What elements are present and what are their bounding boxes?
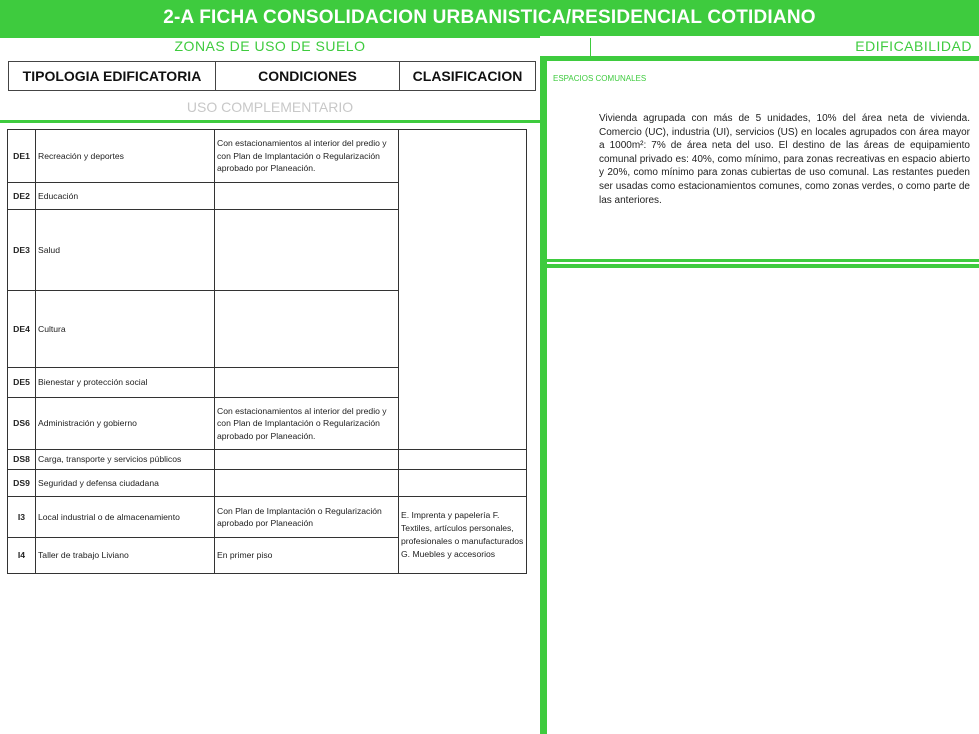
- uso-complementario-table: [7, 129, 527, 574]
- row-name: Educación: [36, 183, 215, 210]
- row-condition: Con estacionamientos al interior del predio y con Plan de Implantación o Regularización aprobado por Planeación.: [215, 398, 399, 450]
- row-code: I3: [8, 497, 36, 538]
- row-classification-industrial: E. Imprenta y papelería F. Textiles, artículos personales, profesionales o manufacturados G. Muebles y accesorios: [399, 497, 527, 574]
- section-title-edificabilidad: EDIFICABILIDAD: [855, 38, 972, 54]
- row-classification-empty: [399, 450, 527, 470]
- right-top-border: [545, 56, 979, 61]
- header-clasificacion: CLASIFICACION: [412, 68, 523, 84]
- row-name: Salud: [36, 210, 215, 291]
- row-classification-empty: [399, 470, 527, 497]
- row-code: DS9: [8, 470, 36, 497]
- column-header-row: [8, 61, 536, 91]
- row-name: Seguridad y defensa ciudadana: [36, 470, 215, 497]
- page-title: 2-A FICHA CONSOLIDACION URBANISTICA/RESIDENCIAL COTIDIANO: [0, 0, 979, 36]
- table-row: [8, 130, 527, 183]
- row-code: DE2: [8, 183, 36, 210]
- row-code: DE4: [8, 291, 36, 368]
- row-code: DE5: [8, 368, 36, 398]
- table-row: [8, 497, 527, 538]
- espacios-comunales-text: Vivienda agrupada con más de 5 unidades, 10% del área neta de vivienda. Comercio (UC), industria (UI), servicios (US) en locales agrupados con área mayor a 1000m²: 7% de área neta del uso. El destino de las áreas de equipamiento comunal privado es: 40%, como mínimo, para zonas recreativas en espacio abierto y 20%, como mínimo para zonas cubiertas de uso comunal. Las restantes pueden ser usadas como estacionamientos comunes, como zonas verdes, o como parte de las anteriores.: [599, 113, 970, 206]
- row-condition: [215, 470, 399, 497]
- row-condition: [215, 183, 399, 210]
- uso-complementario-label: USO COMPLEMENTARIO: [186, 99, 354, 115]
- row-condition: [215, 368, 399, 398]
- row-name: Bienestar y protección social: [36, 368, 215, 398]
- left-top-border: [0, 36, 540, 38]
- table-row: [8, 470, 527, 497]
- row-condition: Con estacionamientos al interior del predio y con Plan de Implantación o Regularización aprobado por Planeación.: [215, 130, 399, 183]
- row-condition: En primer piso: [215, 538, 399, 574]
- row-condition: [215, 450, 399, 470]
- row-code: DS8: [8, 450, 36, 470]
- row-name: Taller de trabajo Liviano: [36, 538, 215, 574]
- row-classification-empty: [399, 130, 527, 450]
- row-name: Cultura: [36, 291, 215, 368]
- row-name: Administración y gobierno: [36, 398, 215, 450]
- center-divider: [540, 56, 547, 734]
- header-tipologia: TIPOLOGIA EDIFICATORIA: [9, 62, 216, 90]
- row-code: DE1: [8, 130, 36, 183]
- row-name: Recreación y deportes: [36, 130, 215, 183]
- row-code: DS6: [8, 398, 36, 450]
- espacios-comunales-title: ESPACIOS COMUNALES: [553, 74, 647, 83]
- table-row: [8, 450, 527, 470]
- row-code: DE3: [8, 210, 36, 291]
- left-separator: [0, 120, 541, 123]
- row-condition: Con Plan de Implantación o Regularización aprobado por Planeación: [215, 497, 399, 538]
- right-separator-1: [547, 259, 979, 262]
- row-condition: [215, 291, 399, 368]
- top-divider: [590, 38, 591, 56]
- right-separator-2: [547, 264, 979, 268]
- row-name: Local industrial o de almacenamiento: [36, 497, 215, 538]
- row-condition: [215, 210, 399, 291]
- section-title-zonas: ZONAS DE USO DE SUELO: [174, 38, 366, 54]
- row-code: I4: [8, 538, 36, 574]
- header-condiciones: CONDICIONES: [216, 62, 400, 90]
- row-name: Carga, transporte y servicios públicos: [36, 450, 215, 470]
